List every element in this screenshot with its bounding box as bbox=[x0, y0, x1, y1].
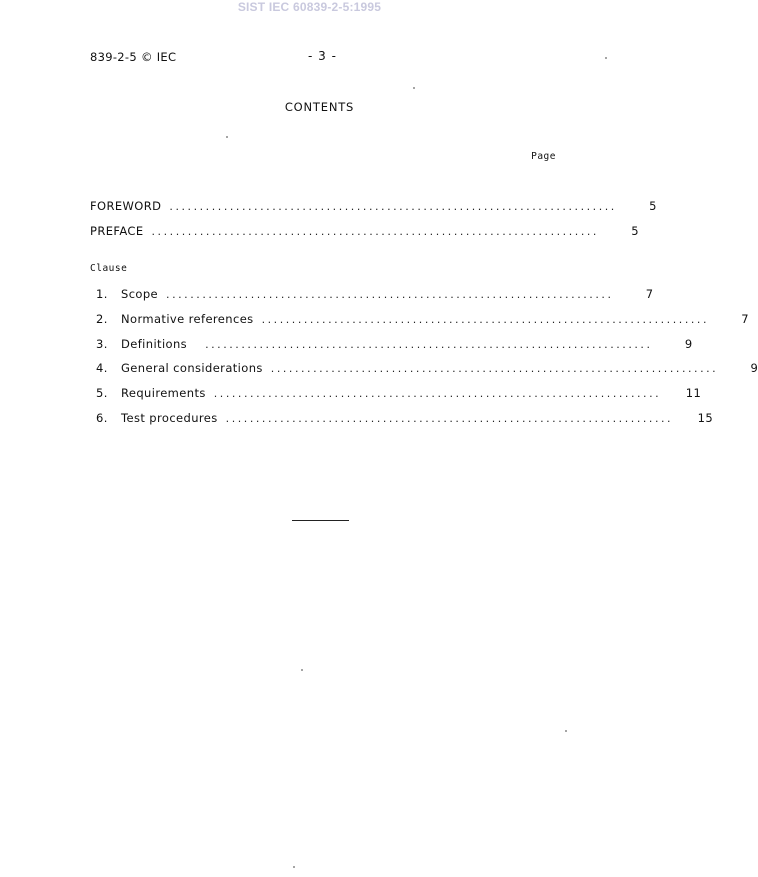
clause-page: 7 bbox=[645, 287, 654, 301]
clause-number: 1. bbox=[96, 287, 108, 301]
leader-dots: .......................................................................... bbox=[151, 225, 599, 238]
clause-label: Definitions bbox=[121, 337, 188, 351]
watermark-title: SIST IEC 60839-2-5:1995 bbox=[237, 0, 382, 14]
scan-speck bbox=[293, 866, 295, 868]
toc-clause-1[interactable] bbox=[90, 287, 654, 303]
leader-dots: .......................................................................... bbox=[261, 313, 710, 326]
clause-page: 11 bbox=[685, 386, 702, 400]
clause-number: 2. bbox=[96, 312, 108, 326]
toc-clause-2[interactable] bbox=[90, 312, 750, 328]
clause-number: 4. bbox=[96, 361, 108, 375]
scan-speck bbox=[413, 87, 415, 89]
leader-dots: .......................................................................... bbox=[205, 338, 653, 351]
document-reference: 839-2-5 © IEC bbox=[90, 50, 177, 64]
page-column-label: Page bbox=[531, 151, 556, 162]
leader-dots: .......................................................................... bbox=[213, 387, 662, 400]
leader-dots: .......................................................................... bbox=[169, 200, 617, 213]
leader-dots: .......................................................................... bbox=[270, 362, 719, 375]
clause-page: 7 bbox=[741, 312, 750, 326]
toc-entry-label: PREFACE bbox=[90, 224, 144, 238]
scan-speck bbox=[226, 136, 228, 138]
leader-dots: .......................................................................... bbox=[166, 288, 614, 301]
toc-entry-preface[interactable] bbox=[90, 224, 639, 240]
clause-label: Test procedures bbox=[121, 411, 218, 425]
toc-entry-foreword[interactable] bbox=[90, 199, 657, 215]
page-title: CONTENTS bbox=[284, 100, 355, 114]
page-number: - 3 - bbox=[308, 49, 337, 63]
toc-entry-page: 5 bbox=[649, 199, 657, 213]
clause-label: Requirements bbox=[121, 386, 206, 400]
end-rule bbox=[292, 520, 349, 521]
toc-clause-5[interactable] bbox=[90, 386, 702, 402]
leader-dots: .......................................................................... bbox=[225, 412, 674, 425]
toc-entry-page: 5 bbox=[631, 224, 639, 238]
toc-clause-3[interactable] bbox=[90, 337, 693, 353]
clause-page: 9 bbox=[684, 337, 693, 351]
clause-number: 3. bbox=[96, 337, 108, 351]
clause-number: 5. bbox=[96, 386, 108, 400]
clause-number: 6. bbox=[96, 411, 108, 425]
toc-entry-label: FOREWORD bbox=[90, 199, 162, 213]
clause-heading: Clause bbox=[90, 263, 128, 274]
scan-speck bbox=[301, 669, 303, 671]
scan-speck bbox=[565, 730, 567, 732]
clause-page: 15 bbox=[697, 411, 714, 425]
scan-speck bbox=[605, 57, 607, 59]
clause-label: Scope bbox=[121, 287, 159, 301]
toc-clause-4[interactable] bbox=[90, 361, 758, 377]
clause-page: 9 bbox=[750, 361, 758, 375]
clause-label: General considerations bbox=[121, 361, 263, 375]
toc-clause-6[interactable] bbox=[90, 411, 714, 427]
clause-label: Normative references bbox=[121, 312, 254, 326]
